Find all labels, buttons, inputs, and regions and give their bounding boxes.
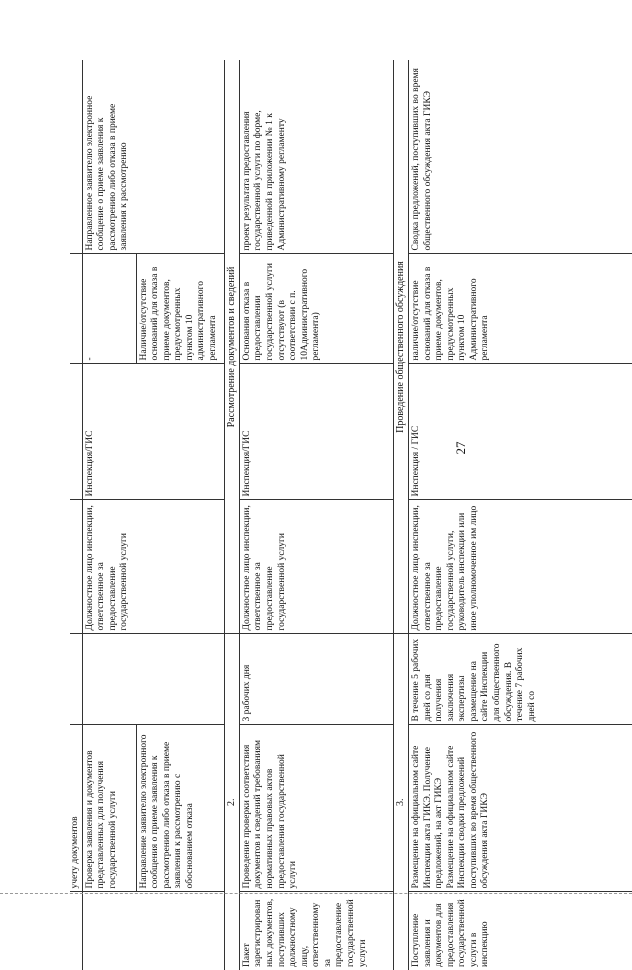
cell: Должностное лицо инспекции, ответственное за предоставление государственной услуги, руководитель инспекции или иное уполномоченное им лицо	[408, 500, 632, 634]
cell: Должностное лицо инспекции, ответственное за предоставление государственной услуги	[82, 500, 224, 634]
cell: наличие/отсутствие оснований для отказа в приеме документов, предусмотренных пунктом 10 Административного регламента	[408, 254, 632, 364]
cell: Инспекция/ГИС	[82, 364, 224, 500]
cell	[70, 364, 82, 500]
table-row	[82, 60, 136, 970]
table-row	[239, 60, 393, 970]
cell	[70, 60, 82, 254]
section-number: 2.	[224, 634, 239, 970]
cell	[70, 634, 82, 725]
cell: Основания отказа в предоставлении государственной услуги отсутствуют (в соответствии с п. 10Административного регламента)	[239, 254, 393, 364]
cell	[408, 725, 632, 892]
cell: 3 рабочих дня	[239, 634, 393, 725]
cell: Наличие/отсутствие оснований для отказа в приеме документов, предусмотренных пунктом 10 административного регламента	[136, 254, 224, 364]
cell: Направление заявителю электронного сообщения о приеме заявления к рассмотрению либо отказа в приеме заявления к рассмотрению с обоснованием отказа	[136, 725, 224, 892]
section-title: Проведение общественного обсуждения	[393, 60, 408, 634]
table-row	[408, 60, 632, 970]
cell-text: Размещение на официальном сайте Инспекции акта ГИКЭ. Получение предложений, на акт ГИКЭ	[410, 745, 445, 889]
table-row	[70, 60, 82, 970]
scan-edge-line	[0, 893, 632, 894]
cell: Направленное заявителю электронное сообщение о приеме заявления к рассмотрению либо отказа в приеме заявления к рассмотрению	[82, 60, 224, 254]
cell: В течение 5 рабочих дней со дня получения заключения экспертизы размещение на сайте Инспекции для общественного обсуждения. В течение 7 рабочих дней со	[408, 634, 632, 725]
cell: Пакет зарегистрированных документов, поступивших должностному лицу, ответственному за предоставление государственной услуги	[239, 892, 393, 970]
section-number: 3.	[393, 634, 408, 970]
cell	[82, 892, 224, 970]
cell	[70, 254, 82, 364]
cell: Инспекция / ГИС	[408, 364, 632, 500]
section-title: Рассмотрение документов и сведений	[224, 60, 239, 634]
cell	[70, 892, 82, 970]
cell: Сводка предложений, поступивших во время общественного обсуждения акта ГИКЭ	[408, 60, 632, 254]
cell: Инспекция/ГИС	[239, 364, 393, 500]
cell	[70, 500, 82, 634]
section-row	[224, 60, 239, 970]
rotated-table-area	[70, 60, 632, 970]
section-row	[393, 60, 408, 970]
cell	[82, 634, 224, 725]
cell: проект результата предоставления государственной услуги по форме, приведенной в приложении № 1 к Административному регламенту	[239, 60, 393, 254]
cell: -	[82, 254, 136, 364]
regulation-table	[70, 60, 632, 970]
cell: Поступление заявления и документов для предоставления государственной услуги в инспекцию	[408, 892, 632, 970]
cell: Должностное лицо инспекции, ответственное за предоставление государственной услуги	[239, 500, 393, 634]
cell-text: Размещение на официальном сайте Инспекции сводки предложений поступивших во время общественного обсуждения акта ГИКЭ	[445, 731, 491, 889]
cell: учету документов	[70, 725, 82, 892]
cell: Проведение проверки соответствия документов и сведений требованиям нормативных правовых актов предоставления государственной услуги	[239, 725, 393, 892]
page-number: 27	[453, 441, 468, 455]
cell: Проверка заявления и документов представленных для получения государственной услуги	[82, 725, 136, 892]
table-rotation-frame	[70, 60, 632, 970]
